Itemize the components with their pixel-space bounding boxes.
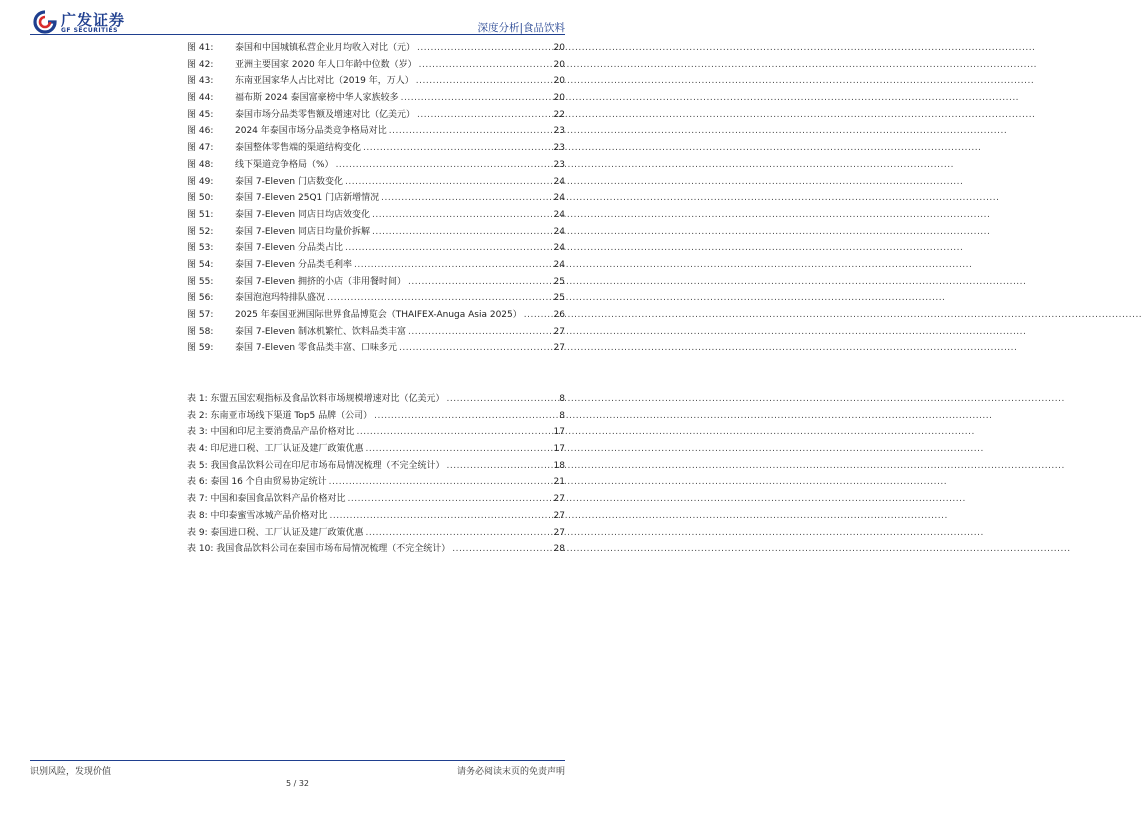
dot-leader	[408, 324, 552, 341]
entry-title: 2025 年泰国亚洲国际世界食品博览会（THAIFEX-Anuga Asia 2025）	[235, 310, 522, 320]
entry-label: 图 50:	[187, 193, 214, 204]
figure-index-entry[interactable]	[187, 207, 565, 224]
entry-page-number: 25	[553, 276, 565, 287]
entry-title: 泰国 7-Eleven 零食品类丰富、口味多元	[235, 343, 397, 354]
entry-title: 表 8: 中印泰蜜雪冰城产品价格对比	[187, 510, 328, 521]
dot-leader	[329, 508, 551, 525]
entry-page-number: 8	[559, 410, 565, 421]
entry-title: 表 6: 泰国 16 个自由贸易协定统计	[187, 477, 327, 488]
entry-page-number: 27	[553, 494, 565, 505]
entry-page-number: 20	[553, 43, 565, 53]
entry-label: 图 45:	[187, 109, 214, 120]
dot-leader	[327, 290, 552, 307]
figure-index-entry[interactable]	[187, 57, 565, 74]
figure-index-entry[interactable]	[187, 174, 565, 191]
table-index-entry[interactable]	[187, 508, 565, 525]
entry-title: 泰国 7-Eleven 25Q1 门店新增情况	[235, 193, 380, 204]
entry-label: 图 56:	[187, 293, 214, 304]
figure-index-entry[interactable]	[187, 190, 565, 207]
entry-page-number: 27	[553, 527, 565, 538]
figure-index-entry[interactable]	[187, 324, 565, 341]
entry-page-number: 27	[553, 343, 565, 354]
dot-leader	[345, 174, 552, 191]
entry-page-number: 24	[553, 193, 565, 204]
entry-title: 泰国 7-Eleven 分品类占比	[235, 243, 343, 254]
dot-leader	[336, 157, 552, 174]
entry-label: 图 43:	[187, 76, 214, 87]
entry-title: 泰国 7-Eleven 同店日均店效变化	[235, 209, 370, 220]
figure-index-entry[interactable]	[187, 157, 565, 174]
dot-leader	[446, 391, 557, 408]
dot-leader	[356, 424, 551, 441]
entry-page-number: 27	[553, 326, 565, 337]
entry-label: 图 57:	[187, 310, 214, 320]
dot-leader	[417, 107, 552, 124]
dot-leader	[374, 408, 557, 425]
logo-chinese-name: 广发证券	[61, 11, 126, 29]
table-index-list	[187, 391, 565, 558]
entry-title: 泰国 7-Eleven 分品类毛利率	[235, 259, 352, 270]
table-index-entry[interactable]	[187, 541, 565, 558]
entry-title: 泰国 7-Eleven 同店日均量价拆解	[235, 226, 370, 237]
figure-index-entry[interactable]	[187, 240, 565, 257]
table-index-entry[interactable]	[187, 408, 565, 425]
entry-page-number: 24	[553, 209, 565, 220]
dot-leader	[345, 240, 552, 257]
entry-page-number: 17	[553, 444, 565, 455]
footer-slogan: 识别风险，发现价值	[30, 767, 112, 777]
figure-index-entry[interactable]	[187, 257, 565, 274]
entry-label: 图 54:	[187, 259, 214, 270]
entry-page-number: 8	[559, 394, 565, 404]
entry-title: 福布斯 2024 泰国富豪榜中华人家族较多	[235, 93, 399, 104]
entry-label: 图 48:	[187, 159, 214, 170]
entry-page-number: 20	[553, 76, 565, 87]
entry-page-number: 20	[553, 59, 565, 70]
entry-title: 表 5: 我国食品饮料公司在印尼市场布局情况梳理（不完全统计）	[187, 460, 445, 471]
figure-index-entry[interactable]	[187, 140, 565, 157]
dot-leader	[446, 458, 551, 475]
entry-label: 图 46:	[187, 126, 214, 137]
dot-leader	[416, 73, 552, 90]
dot-leader	[417, 40, 552, 57]
table-index-entry[interactable]	[187, 391, 565, 408]
dot-leader	[329, 474, 552, 491]
dot-leader	[372, 224, 552, 241]
entry-label: 图 58:	[187, 326, 214, 337]
entry-label: 图 59:	[187, 343, 214, 354]
entry-label: 图 41:	[187, 43, 214, 53]
figure-index-entry[interactable]	[187, 274, 565, 291]
table-index-entry[interactable]	[187, 491, 565, 508]
header-divider	[30, 34, 565, 35]
entry-title: 表 10: 我国食品饮料公司在泰国市场布局情况梳理（不完全统计）	[187, 544, 451, 555]
entry-title: 表 1: 东盟五国宏观指标及食品饮料市场规模增速对比（亿美元）	[187, 394, 445, 404]
entry-page-number: 24	[553, 259, 565, 270]
entry-page-number: 20	[553, 93, 565, 104]
table-index-entry[interactable]	[187, 525, 565, 542]
entry-title: 泰国泡泡玛特排队盛况	[235, 293, 326, 304]
footer-disclaimer-note: 请务必阅读末页的免责声明	[456, 767, 565, 777]
figure-index-entry[interactable]	[187, 107, 565, 124]
table-index-entry[interactable]	[187, 441, 565, 458]
entry-label: 图 44:	[187, 93, 214, 104]
entry-page-number: 27	[553, 510, 565, 521]
entry-label: 图 51:	[187, 209, 214, 220]
entry-page-number: 23	[553, 159, 565, 170]
entry-title: 2024 年泰国市场分品类竞争格局对比	[235, 126, 387, 137]
entry-title: 泰国 7-Eleven 门店数变化	[235, 176, 343, 187]
entry-title: 泰国市场分品类零售额及增速对比（亿美元）	[235, 109, 416, 120]
table-index-entry[interactable]	[187, 458, 565, 475]
dot-leader	[419, 57, 552, 74]
footer-divider	[30, 760, 565, 761]
entry-title: 表 9: 泰国进口税、工厂认证及建厂政策优惠	[187, 527, 364, 538]
figure-index-entry[interactable]	[187, 224, 565, 241]
entry-page-number: 23	[553, 143, 565, 154]
entry-title: 泰国 7-Eleven 制冰机繁忙、饮料品类丰富	[235, 326, 406, 337]
figure-index-entry[interactable]	[187, 40, 565, 57]
dot-leader	[401, 90, 552, 107]
figure-index-list	[187, 40, 565, 357]
entry-page-number: 26	[553, 310, 565, 320]
figure-index-entry[interactable]	[187, 90, 565, 107]
dot-leader	[399, 340, 552, 357]
entry-page-number: 23	[553, 126, 565, 137]
entry-title: 表 2: 东南亚市场线下渠道 Top5 品牌（公司）	[187, 410, 373, 421]
dot-leader	[354, 257, 552, 274]
dot-leader	[389, 123, 552, 140]
entry-title: 表 7: 中国和泰国食品饮料产品价格对比	[187, 494, 346, 505]
entry-page-number: 24	[553, 176, 565, 187]
gf-logo-icon	[32, 10, 58, 34]
entry-page-number: 25	[553, 293, 565, 304]
dot-leader	[365, 441, 551, 458]
figure-index-entry[interactable]	[187, 307, 565, 324]
page-number: 5 / 32	[285, 779, 310, 788]
dot-leader	[408, 274, 552, 291]
report-category: 深度分析|食品饮料	[477, 22, 565, 34]
entry-page-number: 24	[553, 226, 565, 237]
dot-leader	[372, 207, 552, 224]
dot-leader	[524, 307, 552, 324]
entry-label: 图 53:	[187, 243, 214, 254]
entry-page-number: 22	[553, 109, 565, 120]
entry-title: 表 3: 中国和印尼主要消费品产品价格对比	[187, 427, 355, 438]
entry-title: 表 4: 印尼进口税、工厂认证及建厂政策优惠	[187, 444, 364, 455]
entry-title: 亚洲主要国家 2020 年人口年龄中位数（岁）	[235, 59, 417, 70]
entry-page-number: 17	[553, 427, 565, 438]
entry-title: 线下渠道竞争格局（%）	[235, 159, 334, 170]
entry-page-number: 21	[553, 477, 565, 488]
entry-title: 泰国和中国城镇私营企业月均收入对比（元）	[235, 43, 416, 53]
dot-leader	[381, 190, 551, 207]
entry-page-number: 24	[553, 243, 565, 254]
entry-label: 图 55:	[187, 276, 214, 287]
dot-leader	[452, 541, 551, 558]
entry-label: 图 47:	[187, 143, 214, 154]
entry-title: 东南亚国家华人占比对比（2019 年，万人）	[235, 76, 414, 87]
table-index-entry[interactable]	[187, 424, 565, 441]
entry-label: 图 52:	[187, 226, 214, 237]
logo-english-name: GF SECURITIES	[61, 27, 118, 34]
entry-label: 图 49:	[187, 176, 214, 187]
dot-leader	[365, 525, 551, 542]
figure-index-entry[interactable]	[187, 340, 565, 357]
figure-index-entry[interactable]	[187, 123, 565, 140]
entry-title: 泰国整体零售端的渠道结构变化	[235, 143, 362, 154]
dot-leader	[347, 491, 551, 508]
entry-label: 图 42:	[187, 59, 214, 70]
dot-leader	[363, 140, 552, 157]
table-index-entry[interactable]	[187, 474, 565, 491]
figure-index-entry[interactable]	[187, 290, 565, 307]
figure-index-entry[interactable]	[187, 73, 565, 90]
entry-title: 泰国 7-Eleven 拥挤的小店（非用餐时间）	[235, 276, 406, 287]
entry-page-number: 28	[553, 544, 565, 555]
entry-page-number: 18	[553, 460, 565, 471]
